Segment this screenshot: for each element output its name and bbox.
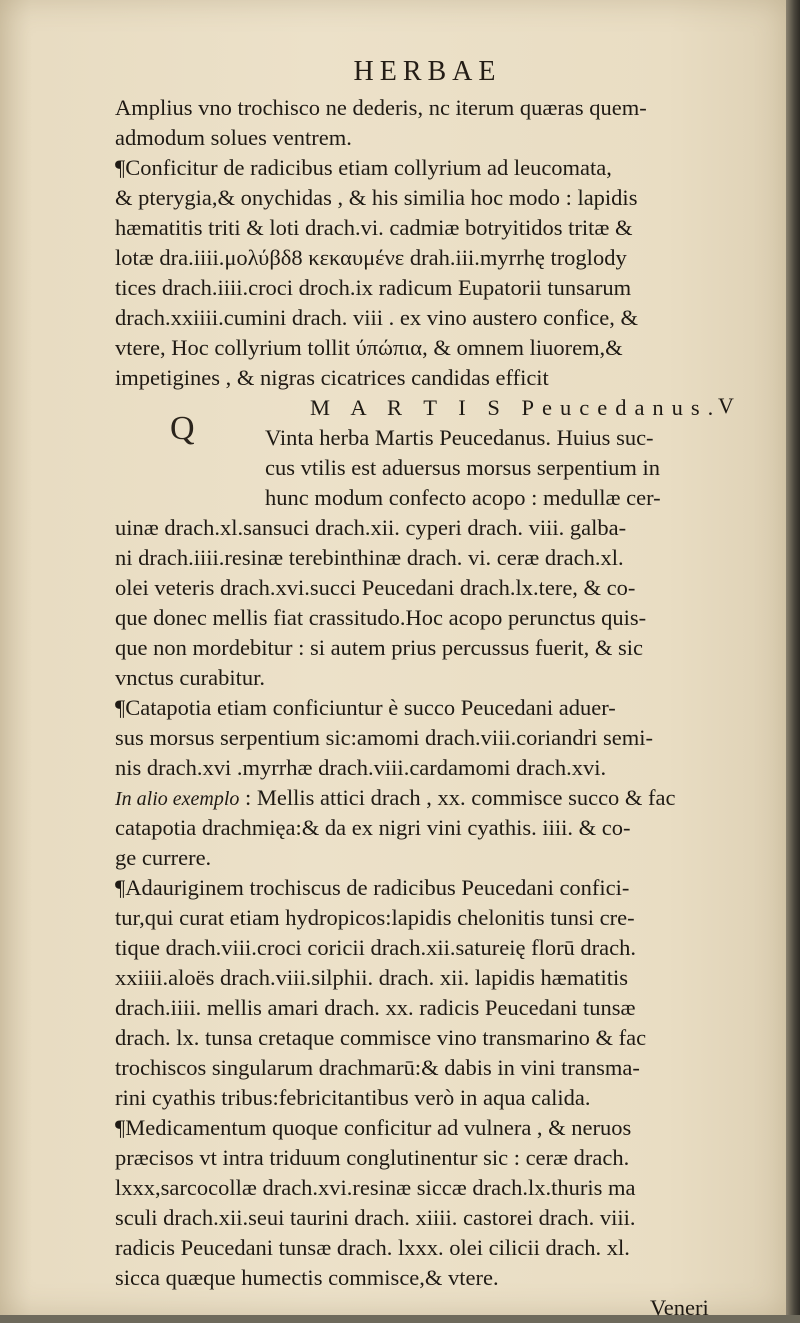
section-heading: M A R T I S Peucedanus. — [310, 395, 722, 420]
text-line: ¶Conficitur de radicibus etiam collyrium ad leucomata, — [115, 155, 612, 180]
text-line: tur,qui curat etiam hydropicos:lapidis chelonitis tunsi cre- — [115, 905, 635, 930]
text-line: drach.xxiiii.cumini drach. viii . ex vino austero confice, & — [115, 305, 638, 330]
text-line: tices drach.iiii.croci droch.ix radicum Eupatorii tunsarum — [115, 275, 632, 300]
text-line: vtere, Hoc collyrium tollit ύπώπια, & omnem liuorem,& — [115, 335, 623, 360]
text-line: admodum solues ventrem. — [115, 125, 352, 150]
catchword: Veneri — [650, 1295, 709, 1320]
text-line: drach.iiii. mellis amari drach. xx. radicis Peucedani tunsæ — [115, 995, 636, 1020]
text-line: ge currere. — [115, 845, 212, 870]
text-line: ¶Catapotia etiam conficiuntur è succo Peucedani aduer- — [115, 695, 616, 720]
text-line: ¶Medicamentum quoque conficitur ad vulnera , & neruos — [115, 1115, 632, 1140]
text-line: xxiiii.aloës drach.viii.silphii. drach. xii. lapidis hæmatitis — [115, 965, 629, 990]
text-line: cus vtilis est aduersus morsus serpentium in — [265, 455, 660, 480]
text-line: olei veteris drach.xvi.succi Peucedani drach.lx.tere, & co- — [115, 575, 636, 600]
text-line: hæmatitis triti & loti drach.vi. cadmiæ botryitidos tritæ & — [115, 215, 633, 240]
text-line: uinæ drach.xl.sansuci drach.xii. cyperi drach. viii. galba- — [115, 515, 627, 540]
guide-initial: Q — [170, 410, 195, 447]
text-line: que donec mellis fiat crassitudo.Hoc acopo perunctus quis- — [115, 605, 647, 630]
side-letter: V — [718, 393, 734, 418]
text-line: impetigines , & nigras cicatrices candidas efficit — [115, 365, 549, 390]
text-line: & pterygia,& onychidas , & his similia hoc modo : lapidis — [115, 185, 638, 210]
text-line: lxxx,sarcocollæ drach.xvi.resinæ siccæ drach.lx.thuris ma — [115, 1175, 636, 1200]
running-head: HERBAE — [353, 56, 502, 87]
text-line: rini cyathis tribus:febricitantibus verò in aqua calida. — [115, 1085, 591, 1110]
text-line: sicca quæque humectis commisce,& vtere. — [115, 1265, 499, 1290]
text-fragment: : Mellis attici drach , xx. commisce succo & fac — [239, 785, 676, 810]
text-line: sculi drach.xii.seui taurini drach. xiiii. castorei drach. viii. — [115, 1205, 636, 1230]
page-edge — [786, 0, 800, 1315]
text-fragment: nis drach.xvi .myrrhæ drach.viii.cardamomi drach.xvi. — [115, 755, 607, 780]
text-line: catapotia drachmięa:& da ex nigri vini cyathis. iiii. & co- — [115, 815, 631, 840]
text-line: drach. lx. tunsa cretaque commisce vino transmarino & fac — [115, 1025, 647, 1050]
text-line: lotæ dra.iiii.μολύβδ8 κεκαυμένε drah.iii.myrrhę troglody — [115, 245, 627, 270]
text-line — [115, 783, 676, 814]
text-line: ¶Adauriginem trochiscus de radicibus Peucedani confici- — [115, 875, 630, 900]
text-line: præcisos vt intra triduum conglutinentur sic : ceræ drach. — [115, 1145, 630, 1170]
text-line: hunc modum confecto acopo : medullæ cer- — [265, 485, 661, 510]
text-line: tique drach.viii.croci coricii drach.xii.satureię florū drach. — [115, 935, 637, 960]
text-line: vnctus curabitur. — [115, 665, 265, 690]
text-line: que non mordebitur : si autem prius percussus fuerit, & sic — [115, 635, 644, 660]
italic-note: In alio exemplo — [115, 788, 240, 810]
text-line: Vinta herba Martis Peucedanus. Huius suc- — [265, 425, 654, 450]
text-line: sus morsus serpentium sic:amomi drach.viii.coriandri semi- — [115, 725, 654, 750]
text-line: trochiscos singularum drachmarū:& dabis in vini transma- — [115, 1055, 640, 1080]
text-line: ni drach.iiii.resinæ terebinthinæ drach. vi. ceræ drach.xl. — [115, 545, 624, 570]
text-line — [115, 753, 606, 783]
text-line: Amplius vno trochisco ne dederis, nc iterum quæras quem- — [115, 95, 647, 120]
text-line: radicis Peucedani tunsæ drach. lxxx. olei cilicii drach. xl. — [115, 1235, 630, 1260]
